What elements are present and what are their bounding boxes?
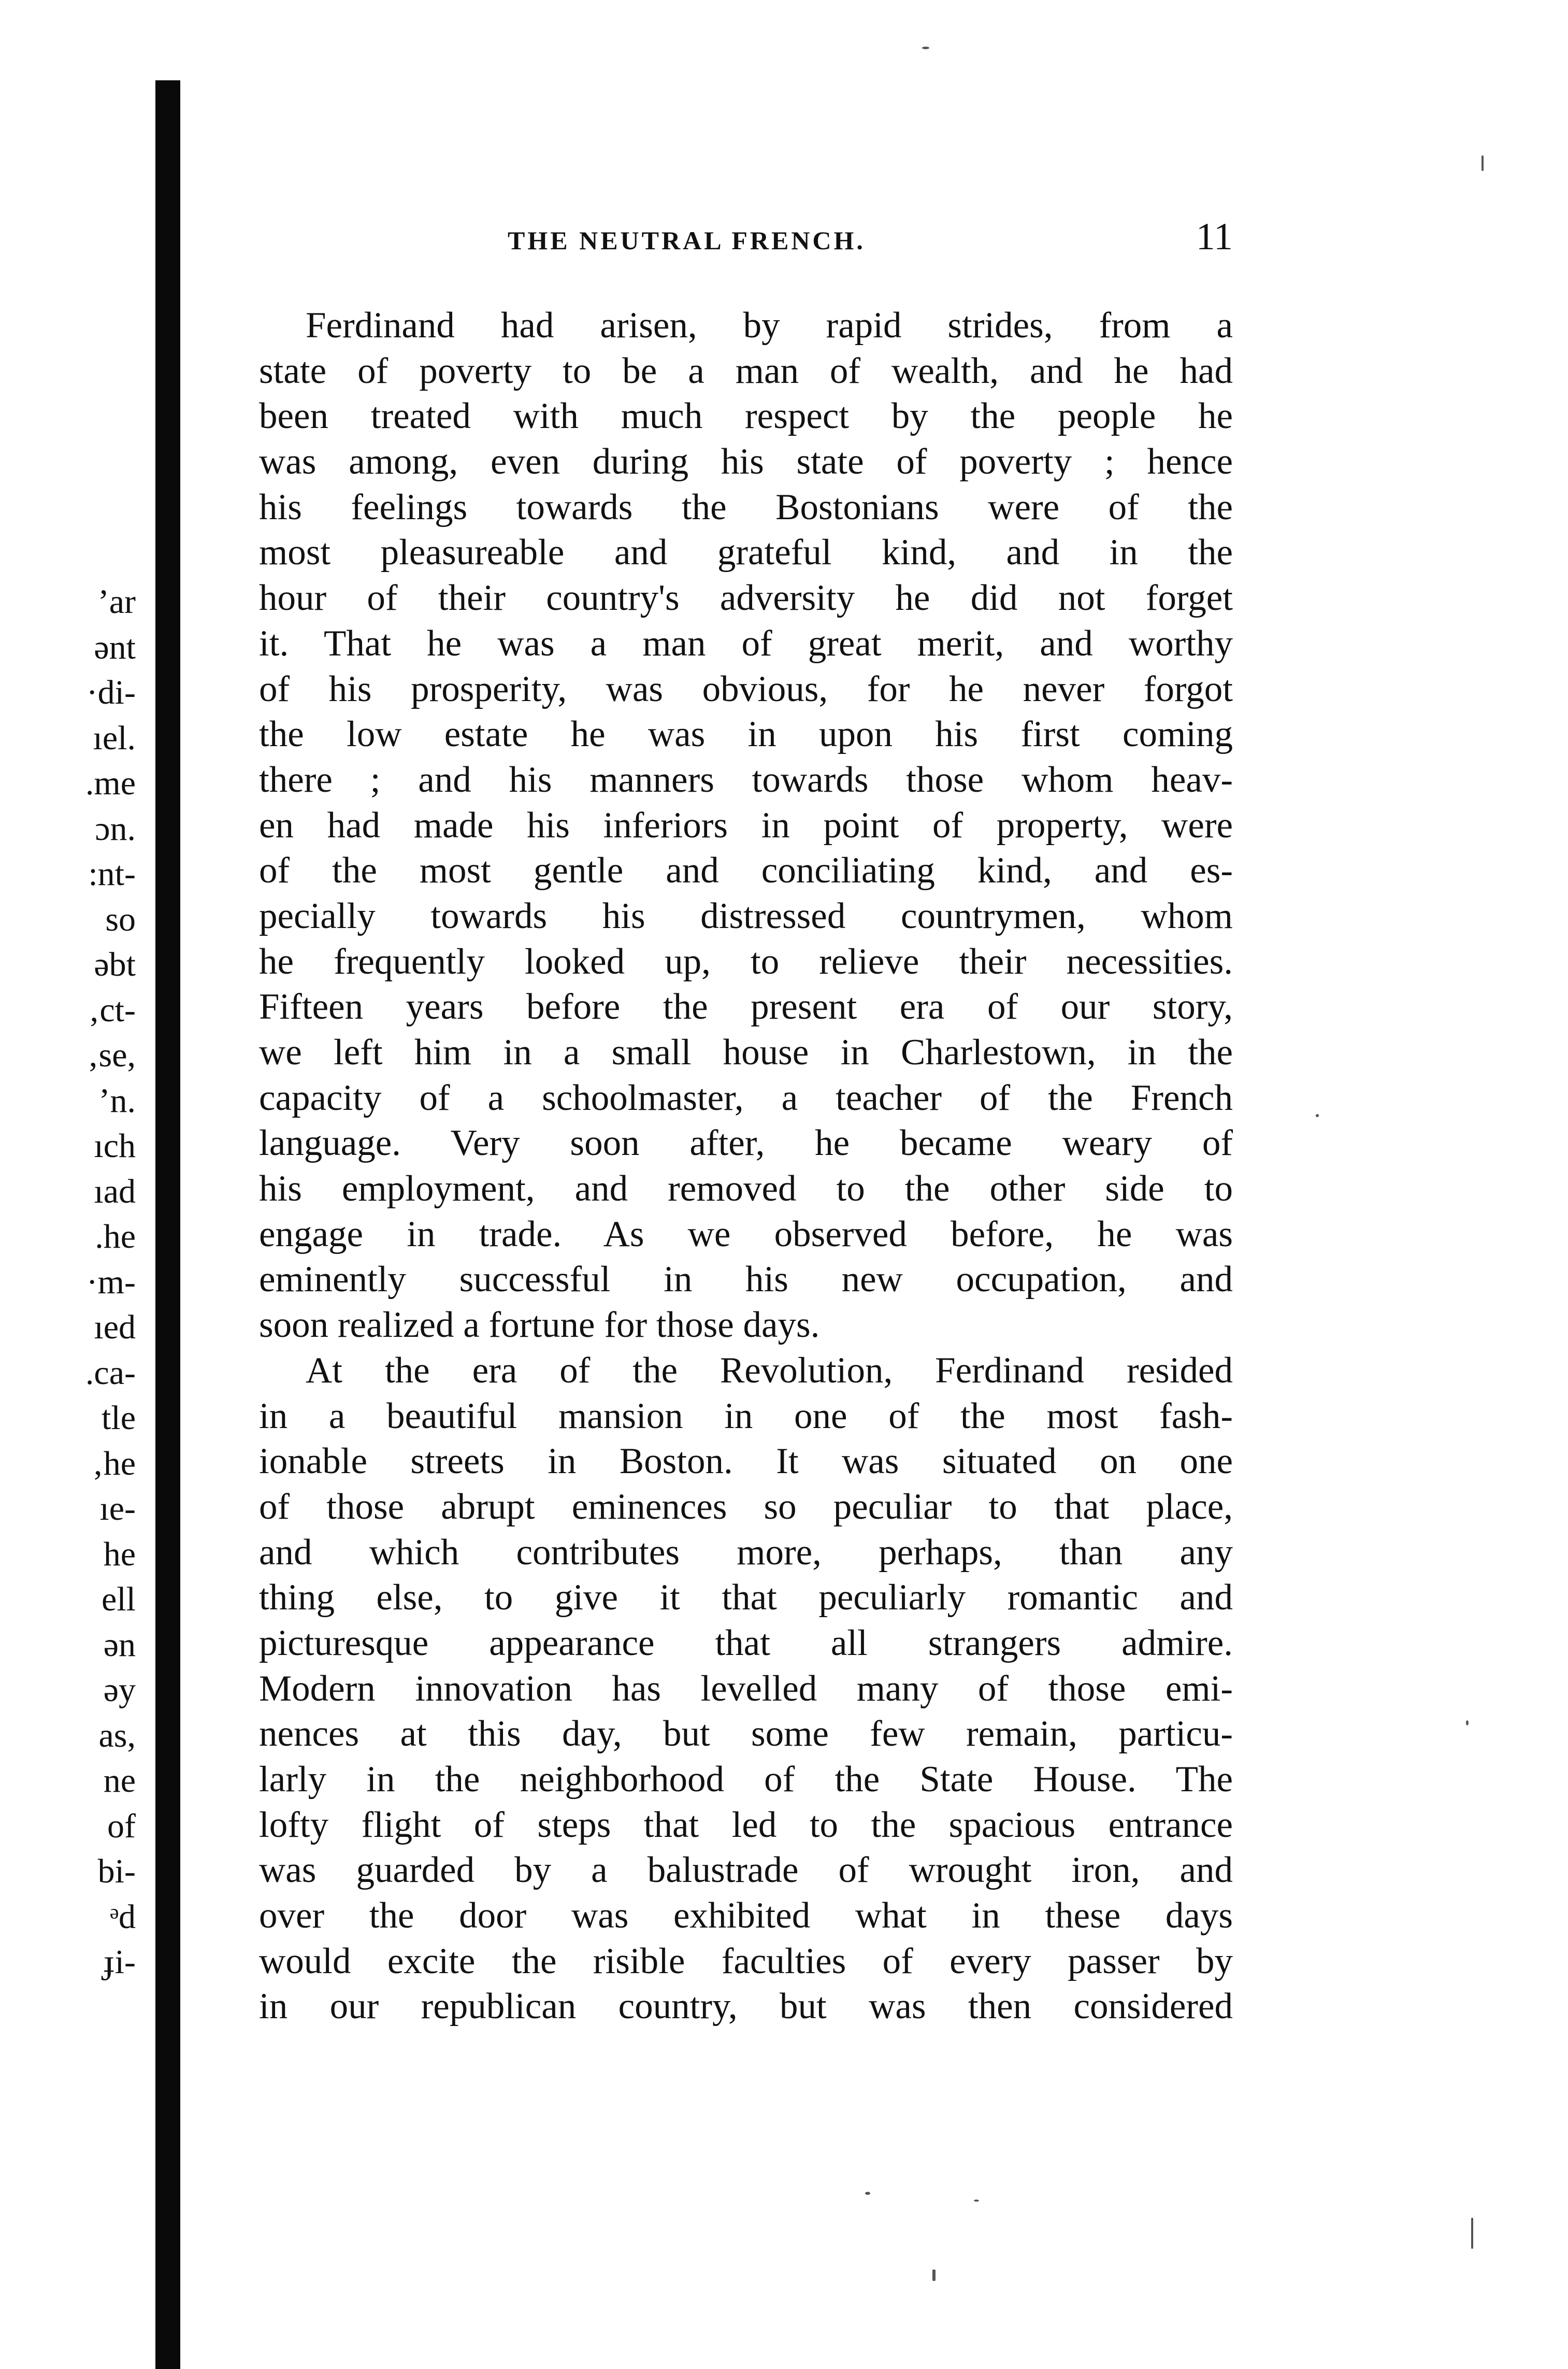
facing-page-fragment: as, (98, 1716, 136, 1754)
text-line: en had made his inferiors in point of property, were (259, 805, 1233, 846)
text-line: it. That he was a man of great merit, and worthy (259, 623, 1233, 664)
facing-page-fragments (0, 579, 150, 1985)
body-text (259, 303, 1233, 2030)
facing-page-fragment: .he (95, 1218, 136, 1255)
facing-page-fragment: ıed (94, 1308, 136, 1346)
text-line: picturesque appearance that all strangers admire. (259, 1622, 1233, 1663)
text-line: the low estate he was in upon his first coming (259, 714, 1233, 755)
scan-speck (1471, 2218, 1473, 2249)
facing-page-fragment: of (107, 1807, 136, 1845)
text-line: of those abrupt eminences so peculiar to that place, (259, 1486, 1233, 1527)
text-line: capacity of a schoolmaster, a teacher of the French (259, 1077, 1233, 1118)
running-title: THE NEUTRAL FRENCH. (508, 226, 866, 255)
text-line: Ferdinand had arisen, by rapid strides, from a (306, 305, 1233, 346)
facing-page-fragment: ıel. (93, 719, 136, 757)
text-line: state of poverty to be a man of wealth, and he had (259, 350, 1233, 391)
facing-page-fragment: ‚se, (87, 1036, 136, 1074)
facing-page-fragment: ən (103, 1625, 136, 1664)
text-line: thing else, to give it that peculiarly romantic and (259, 1577, 1233, 1618)
text-line: lofty flight of steps that led to the spacious entrance (259, 1804, 1233, 1845)
text-line: in our republican country, but was then considered (259, 1986, 1233, 2027)
text-line: At the era of the Revolution, Ferdinand resided (306, 1350, 1233, 1391)
text-line: been treated with much respect by the people he (259, 396, 1233, 437)
text-line: his feelings towards the Bostonians were of the (259, 487, 1233, 527)
text-line: Modern innovation has levelled many of those emi- (259, 1668, 1233, 1709)
facing-page-fragment: ɟi- (103, 1943, 136, 1981)
text-line: was among, even during his state of poverty ; hence (259, 441, 1233, 482)
text-line: larly in the neighborhood of the State House. The (259, 1759, 1233, 1800)
facing-page-fragment: ·m- (86, 1263, 136, 1301)
text-line: pecially towards his distressed countrymen, whom (259, 895, 1233, 936)
facing-page-fragment: ənt (94, 628, 136, 666)
scan-speck (1481, 155, 1484, 171)
text-line: of his prosperity, was obvious, for he never forgot (259, 668, 1233, 709)
scan-speck (932, 2270, 936, 2281)
binding-gutter-shadow (155, 80, 180, 2369)
facing-page-fragment: ıe- (99, 1490, 136, 1528)
facing-page-fragment: tle (102, 1399, 136, 1437)
facing-page-fragment: so (105, 900, 136, 938)
running-header (259, 215, 1233, 262)
facing-page-fragment: ne (103, 1762, 136, 1800)
text-line: most pleasureable and grateful kind, and in the (259, 532, 1233, 573)
facing-page-fragment: ʼar (97, 583, 136, 621)
paragraph (259, 1348, 1233, 2030)
text-line: was guarded by a balustrade of wrought iron, and (259, 1850, 1233, 1891)
facing-page-fragment: ʼn. (98, 1081, 136, 1120)
text-line: his employment, and removed to the other side to (259, 1168, 1233, 1209)
paragraph (259, 303, 1233, 1348)
facing-page-fragment: .ca- (85, 1353, 136, 1392)
text-line: he frequently looked up, to relieve their necessities. (259, 941, 1233, 982)
facing-page-fragment: ell (102, 1580, 136, 1618)
facing-page-fragment: əy (103, 1671, 136, 1709)
scan-speck (974, 2200, 979, 2202)
facing-page-fragment: ᵊd (110, 1897, 136, 1936)
text-line: engage in trade. As we observed before, he was (259, 1214, 1233, 1254)
facing-page-fragment: ·di- (86, 674, 136, 711)
scan-speck (1316, 1114, 1319, 1117)
text-line: eminently successful in his new occupation, and (259, 1259, 1233, 1300)
text-line: Fifteen years before the present era of our story, (259, 987, 1233, 1027)
facing-page-fragment: .me (85, 764, 136, 802)
facing-page-fragment: bi- (97, 1852, 136, 1890)
text-line: and which contributes more, perhaps, than any (259, 1532, 1233, 1573)
facing-page-fragment: ıad (94, 1172, 136, 1210)
text-line: over the door was exhibited what in these days (259, 1895, 1233, 1936)
text-line: we left him in a small house in Charlestown, in the (259, 1032, 1233, 1073)
text-line: there ; and his manners towards those whom heav- (259, 759, 1233, 800)
facing-page-fragment: he (103, 1535, 136, 1573)
text-line: of the most gentle and conciliating kind, and es- (259, 850, 1233, 891)
scan-speck (922, 47, 929, 49)
facing-page-fragment: ‚he (92, 1444, 136, 1482)
page-number: 11 (1196, 216, 1233, 258)
facing-page-fragment: əbt (94, 946, 136, 983)
facing-page-fragment: ıch (94, 1127, 136, 1165)
scan-speck (865, 2192, 870, 2195)
facing-page-fragment: ‚ct- (88, 991, 136, 1029)
text-line: soon realized a fortune for those days. (259, 1305, 820, 1346)
scan-speck (1466, 1720, 1469, 1725)
text-line: hour of their country's adversity he did not forget (259, 578, 1233, 619)
facing-page-fragment: :nt- (88, 855, 136, 893)
text-line: in a beautiful mansion in one of the most fash- (259, 1395, 1233, 1436)
facing-page-fragment: ɔn. (95, 809, 136, 848)
text-line: ionable streets in Boston. It was situated on one (259, 1441, 1233, 1482)
text-line: would excite the risible faculties of every passer by (259, 1940, 1233, 1981)
text-line: language. Very soon after, he became weary of (259, 1123, 1233, 1164)
text-line: nences at this day, but some few remain, particu- (259, 1714, 1233, 1754)
